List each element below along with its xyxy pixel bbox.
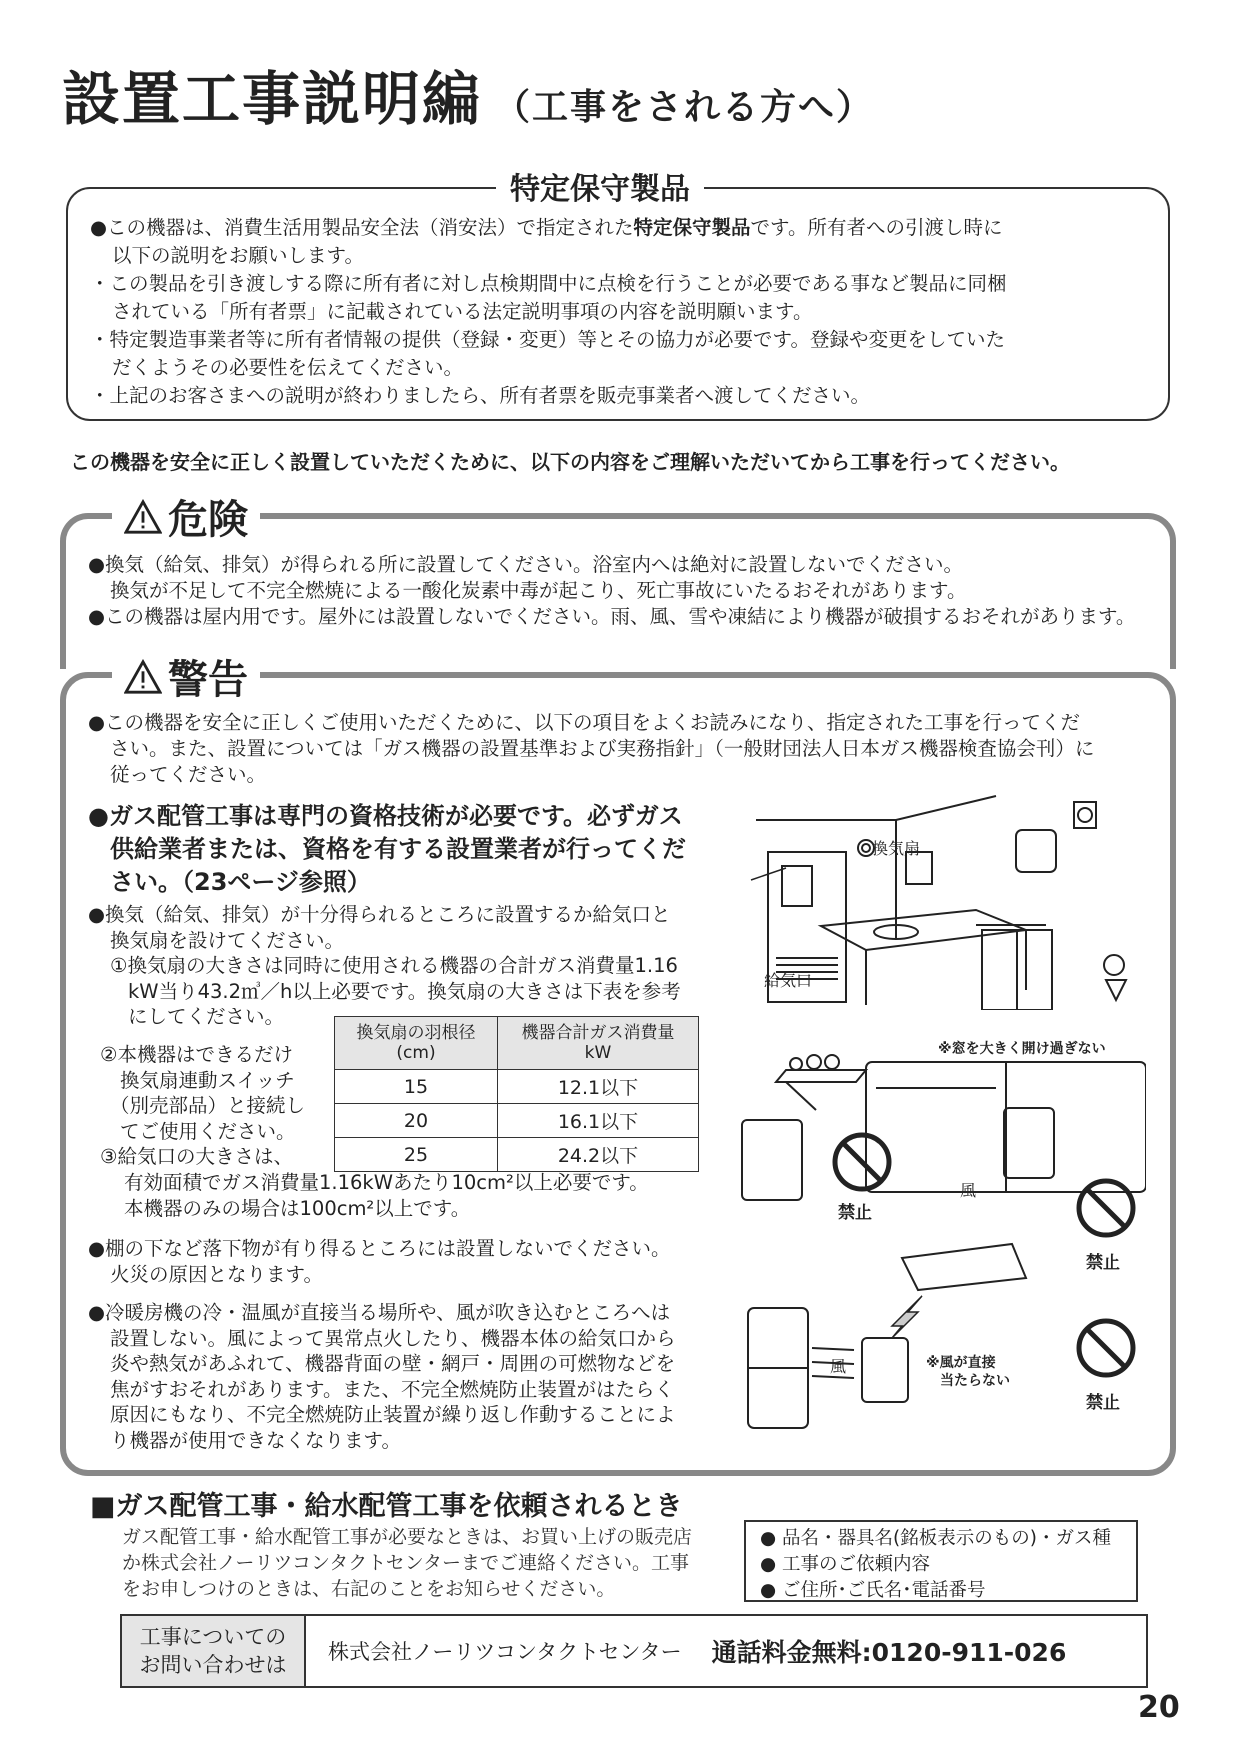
contact-phone: 通話料金無料:0120-911-026 — [711, 1638, 1067, 1667]
danger-line: ●この機器は屋内用です。屋外には設置しないでください。雨、風、雪や凍結により機器が破損するおそれがあります。 — [88, 605, 1136, 628]
page-number: 20 — [1138, 1690, 1180, 1725]
contact-label: 工事についての お問い合わせは — [122, 1616, 306, 1686]
safety-intro: この機器を安全に正しく設置していただくために、以下の内容をご理解いただいてから工事を行ってください。 — [70, 450, 1070, 474]
table-cell: 24.2以下 — [498, 1138, 699, 1172]
prohibit-label: 禁止 — [1086, 1393, 1120, 1413]
table-cell: 20 — [335, 1104, 498, 1138]
request-title: ■ガス配管工事・給水配管工事を依頼されるとき — [90, 1491, 683, 1522]
page-title — [62, 52, 874, 136]
prohibit-icon — [1074, 1316, 1138, 1380]
request-text: ガス配管工事・給水配管工事が必要なときは、お買い上げの販売店 か株式会社ノーリツコンタクトセンターまでご連絡ください。工事 をお申しつけのときは、右記のことをお知らせください。 — [122, 1526, 693, 1600]
tokutei-line2: 以下の説明をお願いします。 — [112, 244, 364, 267]
tokutei-item: されている「所有者票」に記載されている法定説明事項の内容を説明願います。 — [112, 300, 813, 323]
request-info-item: ● 品名・器具名(銘板表示のもの)・ガス種 — [760, 1528, 1111, 1549]
contact-box — [120, 1614, 1148, 1688]
request-info-box — [744, 1520, 1138, 1602]
contact-company: 株式会社ノーリツコンタクトセンター — [328, 1640, 682, 1664]
tokutei-item: ・上記のお客さまへの説明が終わりましたら、所有者票を販売事業者へ渡してください。 — [90, 384, 871, 407]
wind-note-1: ※風が直接 — [926, 1355, 996, 1371]
warning-triangle-icon — [124, 499, 162, 535]
ventilation-item2: ②本機器はできるだけ 換気扇連動スイッチ （別売部品）と接続し てご使用ください。 — [100, 1043, 306, 1143]
tokutei-item: だくようその必要性を伝えてください。 — [112, 356, 464, 379]
danger-title: 危険 — [168, 497, 248, 543]
aircon-illustration — [742, 1238, 1032, 1438]
shelf-warning: ●棚の下など落下物が有り得るところには設置しないでください。 火災の原因となります。 — [88, 1237, 671, 1286]
tokutei-text — [90, 214, 1150, 410]
warning-triangle-icon — [124, 659, 162, 695]
table-row — [335, 1070, 699, 1104]
gas-piping-warning: ●ガス配管工事は専門の資格技術が必要です。必ずガス 供給業者または、資格を有する設置業者が行ってくだ さい。（23ページ参照） — [88, 802, 686, 896]
fan-label: 換気扇 — [872, 839, 921, 858]
fan-size-table — [334, 1016, 699, 1172]
table-row — [335, 1104, 699, 1138]
table-header: 機器合計ガス消費量 kW — [498, 1017, 699, 1070]
prohibit-label: 禁止 — [1086, 1253, 1120, 1273]
prohibit-label: 禁止 — [838, 1203, 872, 1223]
wind-label: 風 — [830, 1357, 847, 1376]
page-title-main: 設置工事説明編 — [62, 65, 483, 133]
table-cell: 15 — [335, 1070, 498, 1104]
danger-line: 換気が不足して不完全燃焼による一酸化炭素中毒が起こり、死亡事故にいたるおそれがあります。 — [110, 579, 967, 602]
danger-heading — [112, 488, 260, 545]
danger-line: ●換気（給気、排気）が得られる所に設置してください。浴室内へは絶対に設置しないでください。 — [88, 553, 964, 576]
tokutei-line1: ●この機器は、消費生活用製品安全法（消安法）で指定された特定保守製品です。所有者への引渡し時に — [90, 216, 1003, 239]
inlet-label: 給気口 — [764, 971, 813, 990]
table-cell: 16.1以下 — [498, 1104, 699, 1138]
request-info-item: ● ご住所･ご氏名･電話番号 — [760, 1580, 986, 1601]
wind-label: 風 — [960, 1181, 977, 1200]
warning-intro: ●この機器を安全に正しくご使用いただくために、以下の項目をよくお読みになり、指定された工事を行ってくだ さい。また、設置については「ガス機器の設置基準および実務指針」（一般財団法人日本ガス機器検査協会刊）に 従ってください。 — [88, 711, 1095, 786]
wind-warning: ●冷暖房機の冷・温風が直接当る場所や、風が吹き込むところへは 設置しない。風によって異常点火したり、機器本体の給気口から 炎や熱気があふれて、機器背面の壁・網戸・周囲の可燃物などを 焦がすおそれがあります。また、不完全燃焼防止装置がはたらく 原因にもなり、不完全燃焼防止装置が繰り返し作動することによ り機器が使用できなくなります。 — [88, 1301, 676, 1452]
tokutei-item: ・特定製造事業者等に所有者情報の提供（登録・変更）等とその協力が必要です。登録や変更をしていた — [90, 328, 1005, 351]
tokutei-item: ・この製品を引き渡しする際に所有者に対し点検期間中に点検を行うことが必要である事など製品に同梱 — [90, 272, 1007, 295]
danger-text — [88, 552, 1158, 630]
table-header-row — [335, 1017, 699, 1070]
prohibit-icon — [1074, 1176, 1138, 1240]
ventilation-item3-rest: 有効面積でガス消費量1.16kWあたり10cm²以上必要です。 本機器のみの場合は100cm²以上です。 — [124, 1171, 649, 1220]
prohibit-icon — [830, 1130, 894, 1194]
table-row — [335, 1138, 699, 1172]
window-note: ※窓を大きく開け過ぎない — [938, 1041, 1106, 1057]
warning-title: 警告 — [168, 657, 248, 703]
request-info-item: ● 工事のご依頼内容 — [760, 1554, 931, 1575]
table-cell: 12.1以下 — [498, 1070, 699, 1104]
table-header: 換気扇の羽根径 (cm) — [335, 1017, 498, 1070]
warning-heading — [112, 648, 260, 705]
ventilation-text: ●換気（給気、排気）が十分得られるところに設置するか給気口と 換気扇を設けてください。 ①換気扇の大きさは同時に使用される機器の合計ガス消費量1.16 kW当り43.2㎥／h以上必要です。換気扇の大きさは下表を参考 にしてください。 — [88, 903, 681, 1028]
ventilation-item3: ③給気口の大きさは、 — [100, 1145, 293, 1168]
wind-note-2: 当たらない — [940, 1373, 1010, 1389]
tokutei-title: 特定保守製品 — [496, 164, 704, 208]
table-cell: 25 — [335, 1138, 498, 1172]
page-subtitle: （工事をされる方へ） — [494, 87, 875, 128]
